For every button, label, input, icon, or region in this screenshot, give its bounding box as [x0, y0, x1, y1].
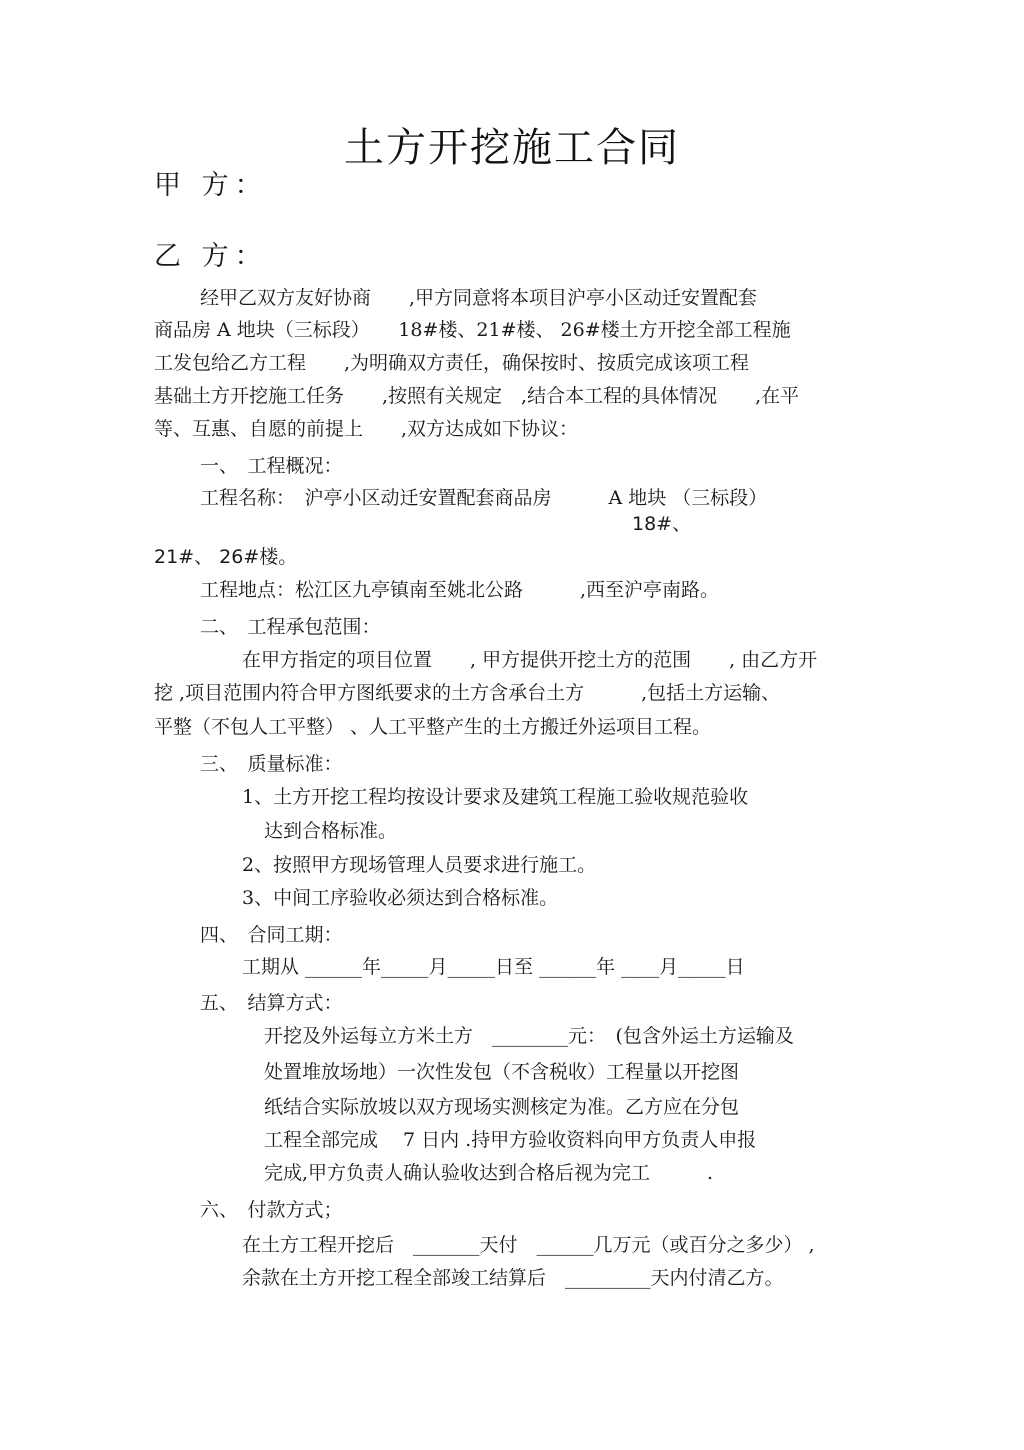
- duration-line: 工期从 ______年_____月_____日至 ______年 ____月_____日: [242, 956, 745, 978]
- project-buildings: 21#、 26#楼。: [154, 546, 298, 568]
- scope-line: 平整（不包人工平整） 、人工平整产生的土方搬迁外运项目工程。: [154, 716, 712, 738]
- quality-item-2: 2、按照甲方现场管理人员要求进行施工。: [242, 854, 597, 876]
- intro-line: 基础土方开挖施工任务 ,按照有关规定 ,结合本工程的具体情况 ,在平: [154, 385, 800, 407]
- party-b-label: 乙 方：: [154, 241, 268, 272]
- settlement-line: 完成,甲方负责人确认验收达到合格后视为完工 .: [264, 1162, 714, 1184]
- settlement-line: 工程全部完成 7 日内 .持甲方验收资料向甲方负责人申报: [264, 1129, 757, 1151]
- section-heading-overview: 一、 工程概况：: [200, 455, 343, 477]
- project-name-line: 工程名称： 沪亭小区动迁安置配套商品房 A 地块 （三标段）: [200, 487, 768, 509]
- section-heading-payment: 六、 付款方式；: [200, 1199, 343, 1221]
- payment-line: 在土方工程开挖后 _______天付 ______几万元（或百分之多少） ,: [242, 1234, 815, 1256]
- quality-item-3: 3、中间工序验收必须达到合格标准。: [242, 887, 559, 909]
- settlement-line: 处置堆放场地）一次性发包（不含税收）工程量以开挖图: [264, 1061, 740, 1083]
- document-title: 土方开挖施工合同: [344, 125, 680, 171]
- section-heading-duration: 四、 合同工期：: [200, 924, 343, 946]
- quality-item-1-cont: 达到合格标准。: [264, 820, 398, 842]
- settlement-line: 开挖及外运每立方米土方 ________元： (包含外运土方运输及: [264, 1025, 794, 1047]
- project-location: 工程地点：松江区九亭镇南至姚北公路 ,西至沪亭南路。: [200, 579, 720, 601]
- project-name-line-cont: 18#、: [632, 513, 692, 535]
- section-heading-settlement: 五、 结算方式：: [200, 992, 343, 1014]
- scope-line: 在甲方指定的项目位置 , 甲方提供开挖土方的范围 , 由乙方开: [242, 649, 818, 671]
- payment-line: 余款在土方开挖工程全部竣工结算后 _________天内付清乙方。: [242, 1267, 784, 1289]
- section-heading-quality: 三、 质量标准：: [200, 753, 343, 775]
- scope-line: 挖 ,项目范围内符合甲方图纸要求的土方含承台土方 ,包括土方运输、: [154, 682, 781, 704]
- intro-line: 工发包给乙方工程 ,为明确双方责任，确保按时、按质完成该项工程: [154, 352, 750, 374]
- section-heading-scope: 二、 工程承包范围：: [200, 616, 381, 638]
- quality-item-1: 1、土方开挖工程均按设计要求及建筑工程施工验收规范验收: [242, 786, 749, 808]
- intro-line: 等、互惠、自愿的前提上 ,双方达成如下协议：: [154, 418, 579, 440]
- intro-line: 商品房 A 地块（三标段） 18#楼、21#楼、 26#楼土方开挖全部工程施: [154, 319, 791, 341]
- settlement-line: 纸结合实际放坡以双方现场实测核定为准。乙方应在分包: [264, 1096, 740, 1118]
- intro-line: 经甲乙双方友好协商 ,甲方同意将本项目沪亭小区动迁安置配套: [200, 287, 758, 309]
- party-a-label: 甲 方：: [154, 170, 268, 201]
